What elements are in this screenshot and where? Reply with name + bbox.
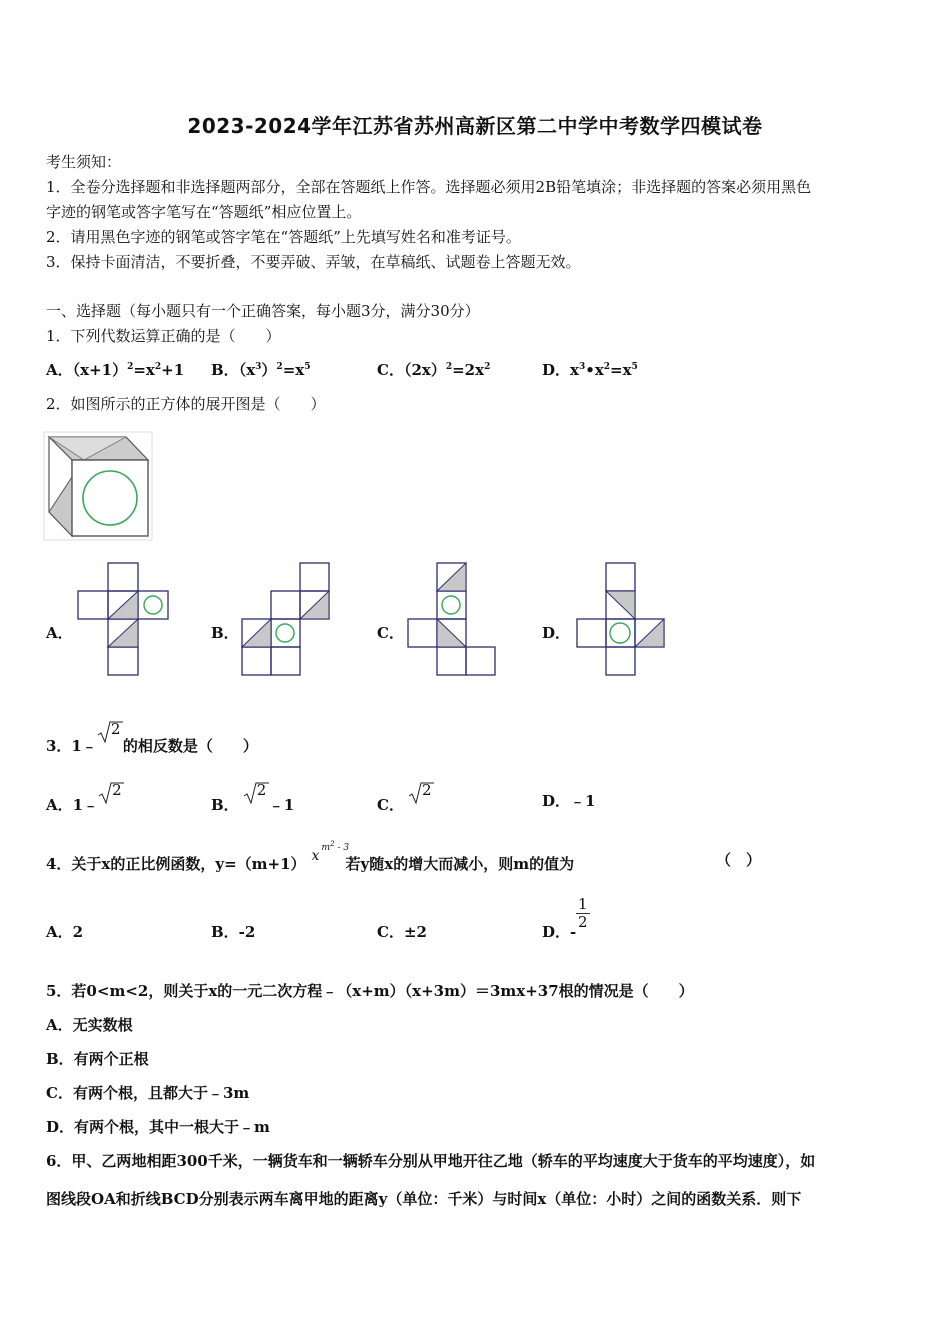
q5-option-a: A．无实数根 bbox=[46, 1016, 133, 1034]
q4-option-d: D．- bbox=[542, 923, 577, 941]
q4-paren: （ ） bbox=[716, 851, 762, 869]
q4-option-b: B．-2 bbox=[211, 923, 256, 941]
q1-option-a: A．$(x+1)^2=x^2+1$ bbox=[46, 361, 185, 379]
q3-option-a: A．1﹣ 2 bbox=[46, 792, 124, 814]
net-d bbox=[572, 561, 668, 681]
q1-option-c: C．$(2x)^2=2x^2$ bbox=[377, 361, 491, 379]
q4-option-a: A．2 bbox=[46, 923, 84, 941]
notice-item-1: 1．全卷分选择题和非选择题两部分，全部在答题纸上作答。选择题必须用2B铅笔填涂；非选择题的答案必须用黑色 bbox=[46, 178, 812, 196]
cube-figure bbox=[44, 432, 152, 540]
q2-option-a-label: A． bbox=[46, 624, 73, 642]
q3-option-c: C． 2 bbox=[377, 792, 434, 814]
notice-item-1-cont: 字迹的钢笔或答字笔写在“答题纸”相应位置上。 bbox=[46, 203, 362, 221]
q1-option-b: B．$(x^3)^2=x^5$ bbox=[211, 361, 311, 379]
q5-option-c: C．有两个根，且都大于﹣3m bbox=[46, 1084, 250, 1102]
q6-stem-line2: 图线段OA和折线BCD分别表示两车离甲地的距离y（单位：千米）与时间x（单位：小时）之间的函数关系．则下 bbox=[46, 1190, 802, 1208]
q3-option-b: B． 2 ﹣1 bbox=[211, 781, 295, 814]
net-c bbox=[406, 561, 502, 681]
q1-stem: 1．下列代数运算正确的是（ ） bbox=[46, 327, 281, 345]
q4-option-c: C．±2 bbox=[377, 923, 427, 941]
q3-stem: 3．1﹣ 2 的相反数是（ ） bbox=[46, 720, 258, 755]
q4-fraction: $\frac{1}{2}$ bbox=[578, 895, 588, 931]
q3-option-d: D．﹣1 bbox=[542, 792, 596, 810]
page-title: 2023-2024学年江苏省苏州高新区第二中学中考数学四模试卷 bbox=[187, 114, 763, 138]
q1-option-d: D．$x^3•x^2=x^5$ bbox=[542, 361, 638, 379]
q2-option-b-label: B． bbox=[211, 624, 239, 642]
notice-item-3: 3．保持卡面清洁，不要折叠，不要弄破、弄皱，在草稿纸、试题卷上答题无效。 bbox=[46, 253, 581, 271]
net-a bbox=[76, 561, 172, 681]
notice-heading: 考生须知： bbox=[46, 153, 122, 171]
x-power: x $m^2 - 3$ bbox=[311, 840, 350, 864]
q4-stem: 4．关于x的正比例函数，y=（m+1） x $m^2 - 3$ 若y随x的增大而减小，则m的值为 bbox=[46, 840, 575, 873]
q2-option-c-label: C． bbox=[377, 624, 404, 642]
q5-option-d: D．有两个根，其中一根大于﹣m bbox=[46, 1118, 270, 1136]
q5-stem: 5．若0<m<2，则关于x的一元二次方程﹣（x+m）（x+3m）＝3mx+37根的情况是（ ） bbox=[46, 982, 694, 1000]
net-b bbox=[240, 561, 336, 681]
sqrt2: 2 bbox=[97, 733, 123, 751]
section-heading: 一、选择题（每小题只有一个正确答案，每小题3分，满分30分） bbox=[46, 302, 480, 320]
q6-stem-line1: 6．甲、乙两地相距300千米，一辆货车和一辆轿车分别从甲地开往乙地（轿车的平均速度大于货车的平均速度），如 bbox=[46, 1152, 816, 1170]
notice-item-2: 2．请用黑色字迹的钢笔或答字笔在“答题纸”上先填写姓名和准考证号。 bbox=[46, 228, 521, 246]
q2-stem: 2．如图所示的正方体的展开图是（ ） bbox=[46, 395, 326, 413]
q2-option-d-label: D． bbox=[542, 624, 571, 642]
q5-option-b: B．有两个正根 bbox=[46, 1050, 149, 1068]
